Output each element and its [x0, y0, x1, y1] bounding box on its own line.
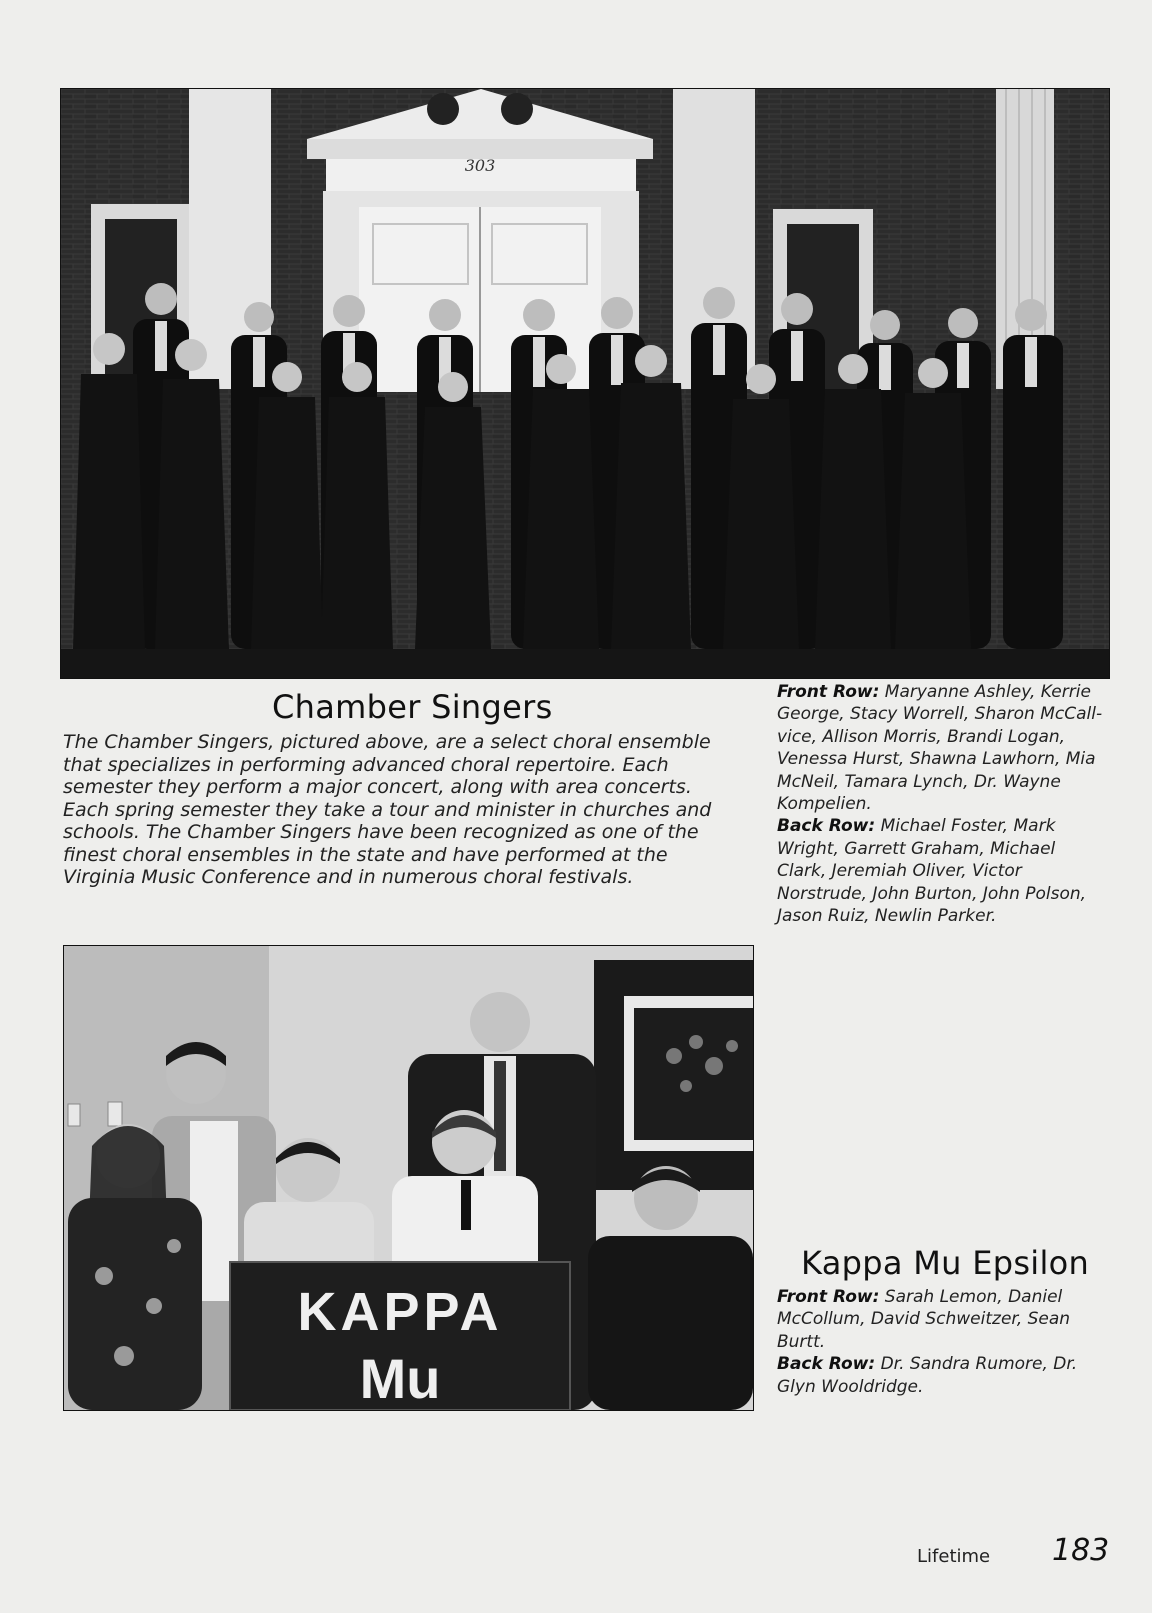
- front-row-names: Sarah Lemon, Daniel McCollum, David Schweitzer, Sean Burtt.: [777, 1287, 1071, 1352]
- back-row-names: Michael Foster, Mark Wright, Garrett Graham, Michael Clark, Jeremiah Oliver, Victor Norstrude, John Burton, John Polson, Jason Ruiz, Newlin Parker.: [777, 816, 1087, 927]
- door-number: 303: [464, 156, 496, 175]
- back-row-names: Dr. Sandra Rumore, Dr. Glyn Wooldridge.: [777, 1354, 1078, 1397]
- back-row-label: Back Row:: [777, 816, 876, 837]
- chamber-singers-title: Chamber Singers: [272, 688, 553, 726]
- sign-line-2: Mu: [359, 1347, 441, 1410]
- sign-line-1: KAPPA: [297, 1282, 503, 1342]
- chamber-singers-description: The Chamber Singers, pictured above, are a select choral ensemble that specializes in performing advanced choral repertoire. Each semester they perform a major concert, along with area concerts. Each spring semester they take a tour and minister in churches and schools. The Chamber Singers have been recognized as one of the finest choral ensembles in the state and have performed at the Virginia Music Conference and in numerous choral festivals.: [63, 731, 712, 888]
- kappa-mu-epsilon-title: Kappa Mu Epsilon: [801, 1244, 1090, 1282]
- kappa-mu-epsilon-roster: [777, 1286, 1107, 1398]
- kappa-mu-epsilon-photo: [63, 945, 754, 1411]
- page-number: 183: [1052, 1533, 1110, 1568]
- back-row-label: Back Row:: [777, 1354, 876, 1375]
- front-row-label: Front Row:: [777, 1287, 880, 1307]
- chamber-singers-roster: [777, 681, 1107, 927]
- chamber-singers-photo: [60, 88, 1110, 679]
- footer-section-label: Lifetime: [917, 1546, 991, 1567]
- front-row-label: Front Row:: [777, 682, 880, 702]
- front-row-names: Maryanne Ashley, Kerrie George, Stacy Worrell, Sharon McCall-vice, Allison Morris, Brandi Logan, Venessa Hurst, Shawna Lawhorn, Mia McNeil, Tamara Lynch, Dr. Wayne Kompelien.: [777, 682, 1103, 815]
